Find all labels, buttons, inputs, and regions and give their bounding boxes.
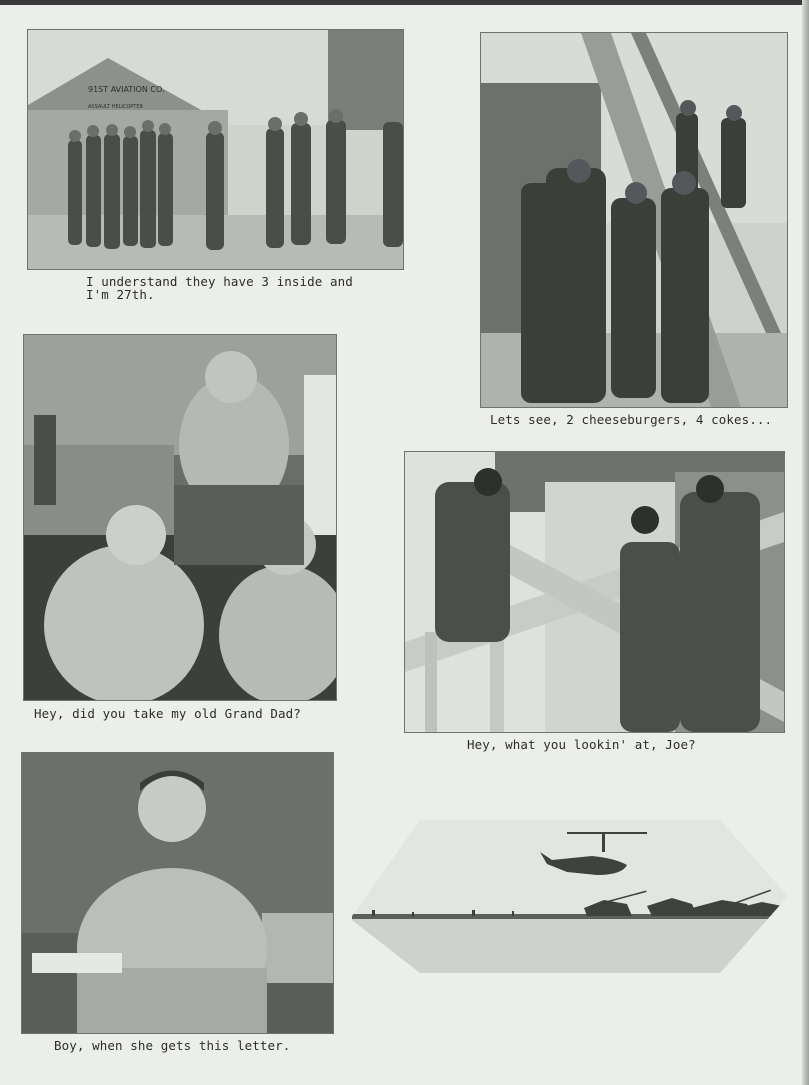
caption-5: Boy, when she gets this letter. [54, 1038, 291, 1053]
sign-text: 91ST AVIATION CO. [88, 85, 165, 94]
page-top-edge [0, 0, 809, 5]
sign-subtext: ASSAULT HELICOPTER [88, 104, 143, 110]
photo-soldiers-in-line [28, 30, 403, 269]
caption-line-1b: I'm 27th. [86, 287, 155, 302]
photo-soldiers-in-hooch [24, 335, 336, 700]
page-right-edge [802, 0, 809, 1085]
photo-helicopters-airfield [352, 820, 788, 973]
caption-3: Hey, did you take my old Grand Dad? [34, 706, 301, 721]
caption-2: Lets see, 2 cheeseburgers, 4 cokes... [490, 412, 773, 427]
caption-4: Hey, what you lookin' at, Joe? [467, 737, 696, 752]
photo-soldiers-on-steps [405, 452, 784, 732]
caption-line-1a: I understand they have 3 inside and [86, 274, 353, 289]
photo-soldier-writing-letter [22, 753, 333, 1033]
photo-soldiers-at-stairway [481, 33, 787, 407]
